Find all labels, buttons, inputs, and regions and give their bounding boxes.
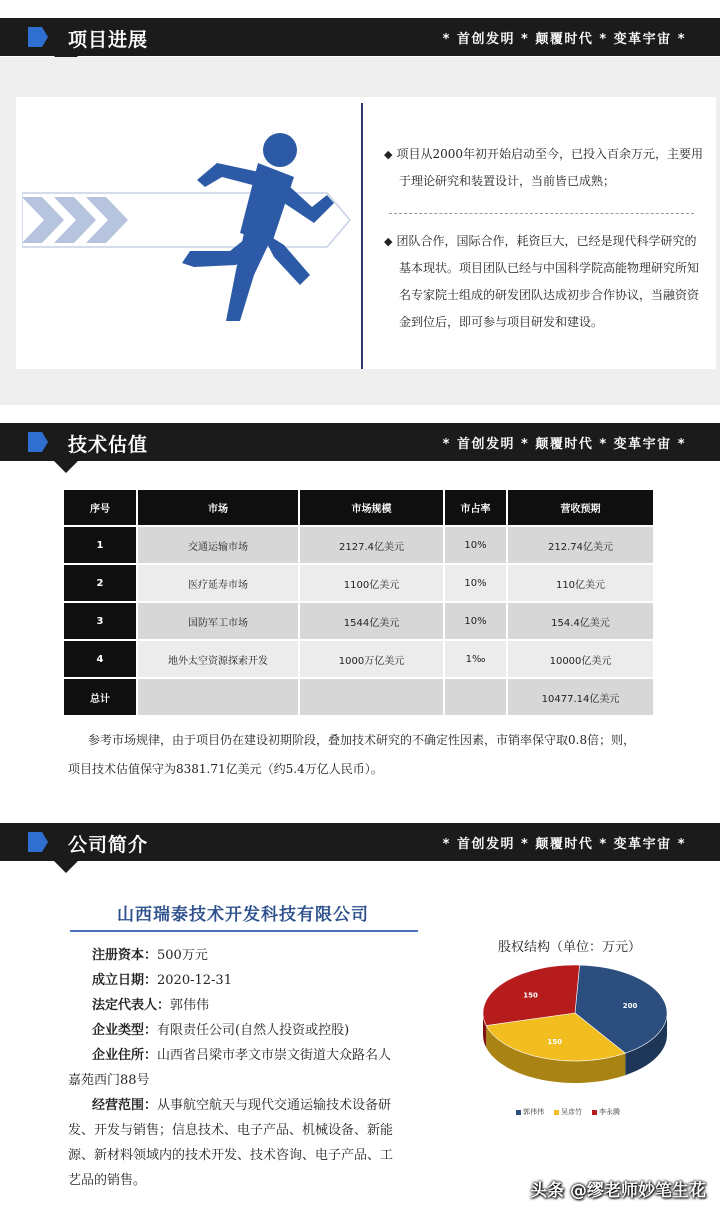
header-notch	[54, 861, 78, 873]
table-cell: 地外太空资源探索开发	[138, 641, 300, 679]
field-business-scope: 经营范围：从事航空航天与现代交通运输技术设备研 发、开发与销售；信息技术、电子产品、机械设备、新能 源、新材料领域内的技术开发、技术咨询、电子产品、工 艺品的销售。	[68, 1098, 394, 1188]
equity-pie-chart	[470, 958, 680, 1088]
table-cell: 4	[64, 641, 138, 679]
section-badge-icon	[26, 830, 50, 854]
section-badge-icon	[26, 430, 50, 454]
field-address: 企业住所：山西省吕梁市孝文市崇文街道大众路名人 嘉苑西门88号	[68, 1048, 392, 1088]
pie-data-label: 150	[547, 1037, 562, 1046]
section-title: 项目进展	[68, 29, 149, 51]
column-header: 序号	[64, 490, 138, 527]
section-title: 公司简介	[68, 834, 149, 856]
table-cell: 3	[64, 603, 138, 641]
legend-swatch	[592, 1110, 597, 1115]
table-cell	[445, 679, 508, 717]
legend-swatch	[516, 1110, 521, 1115]
section-header-company	[0, 823, 720, 861]
section-slogan: * 首创发明 * 颠覆时代 * 变革宇宙 *	[442, 837, 686, 852]
progress-paragraph-1: ◆ 项目从2000年初开始启动至今，已投入百余万元，主要用 于理论研究和装置设计，当前皆已成熟；	[384, 147, 704, 188]
company-name: 山西瑞泰技术开发科技有限公司	[117, 905, 369, 925]
company-fields	[92, 943, 349, 1043]
table-cell	[300, 679, 445, 717]
legend-label: 吴彦竹	[561, 1108, 582, 1116]
header-notch	[54, 461, 78, 473]
legend-swatch	[554, 1110, 559, 1115]
diamond-bullet-icon: ◆	[384, 235, 393, 248]
table-row	[64, 603, 655, 641]
table-cell: 10%	[445, 565, 508, 603]
section-header-progress	[0, 18, 720, 56]
progress-paragraph-2: ◆ 团队合作，国际合作，耗资巨大，已经是现代科学研究的 基本现状。项目团队已经与中国科学院高能物理研究所知 名专家院士组成的研发团队达成初步合作协议，当融资资 金到位后，即可参与项目研发和建设。	[384, 234, 700, 329]
section-slogan: * 首创发明 * 颠覆时代 * 变革宇宙 *	[442, 32, 686, 47]
table-cell: 国防军工市场	[138, 603, 300, 641]
running-man-arrow-icon	[22, 125, 357, 325]
legend-item	[516, 1107, 544, 1117]
diamond-bullet-icon: ◆	[384, 148, 393, 161]
table-cell: 交通运输市场	[138, 527, 300, 565]
company-name-underline	[70, 930, 418, 932]
table-row	[64, 641, 655, 679]
field-registered-capital: 注册资本：500万元	[92, 948, 208, 963]
table-cell: 2127.4亿美元	[300, 527, 445, 565]
field-legal-representative: 法定代表人：郭伟伟	[92, 998, 210, 1013]
chart-legend	[516, 1107, 620, 1117]
table-cell	[138, 679, 300, 717]
table-cell: 总计	[64, 679, 138, 717]
table-row	[64, 527, 655, 565]
table-cell: 10%	[445, 603, 508, 641]
table-cell: 10%	[445, 527, 508, 565]
section-title: 技术估值	[68, 434, 149, 456]
chart-title: 股权结构（单位：万元）	[498, 940, 642, 955]
watermark: 头条 @缪老师妙笔生花	[530, 1181, 706, 1201]
legend-label: 郭伟伟	[523, 1108, 544, 1116]
pie-data-label: 150	[523, 991, 538, 1000]
field-company-type: 企业类型：有限责任公司(自然人投资或控股)	[92, 1023, 350, 1038]
legend-label: 李永腾	[599, 1108, 620, 1116]
table-cell: 154.4亿美元	[508, 603, 655, 641]
table-cell: 1‰	[445, 641, 508, 679]
column-header: 市场规模	[300, 490, 445, 527]
column-header: 市场	[138, 490, 300, 527]
table-total-row	[64, 679, 655, 717]
table-header-row	[64, 490, 655, 527]
column-header: 营收预期	[508, 490, 655, 527]
table-cell: 10000亿美元	[508, 641, 655, 679]
table-cell: 医疗延寿市场	[138, 565, 300, 603]
legend-item	[592, 1107, 620, 1117]
table-row	[64, 565, 655, 603]
valuation-note-line-1: 参考市场规律，由于项目仍在建设初期阶段，叠加技术研究的不确定性因素，市销率保守取0.8倍；则，	[88, 733, 636, 747]
table-cell: 110亿美元	[508, 565, 655, 603]
section-header-valuation	[0, 423, 720, 461]
table-cell: 1000万亿美元	[300, 641, 445, 679]
valuation-note-line-2: 项目技术估值保守为8381.71亿美元（约5.4万亿人民币）。	[68, 762, 383, 776]
dotted-separator	[389, 213, 694, 214]
divider-line	[361, 103, 363, 369]
section-slogan: * 首创发明 * 颠覆时代 * 变革宇宙 *	[442, 437, 686, 452]
legend-item	[554, 1107, 582, 1117]
table-cell: 2	[64, 565, 138, 603]
table-cell: 1	[64, 527, 138, 565]
table-cell: 1100亿美元	[300, 565, 445, 603]
section-badge-icon	[26, 25, 50, 49]
field-founding-date: 成立日期：2020-12-31	[92, 973, 232, 988]
pie-data-label: 200	[622, 1002, 638, 1011]
table-cell: 10477.14亿美元	[508, 679, 655, 717]
table-cell: 212.74亿美元	[508, 527, 655, 565]
column-header: 市占率	[445, 490, 508, 527]
valuation-table	[64, 490, 655, 717]
table-cell: 1544亿美元	[300, 603, 445, 641]
